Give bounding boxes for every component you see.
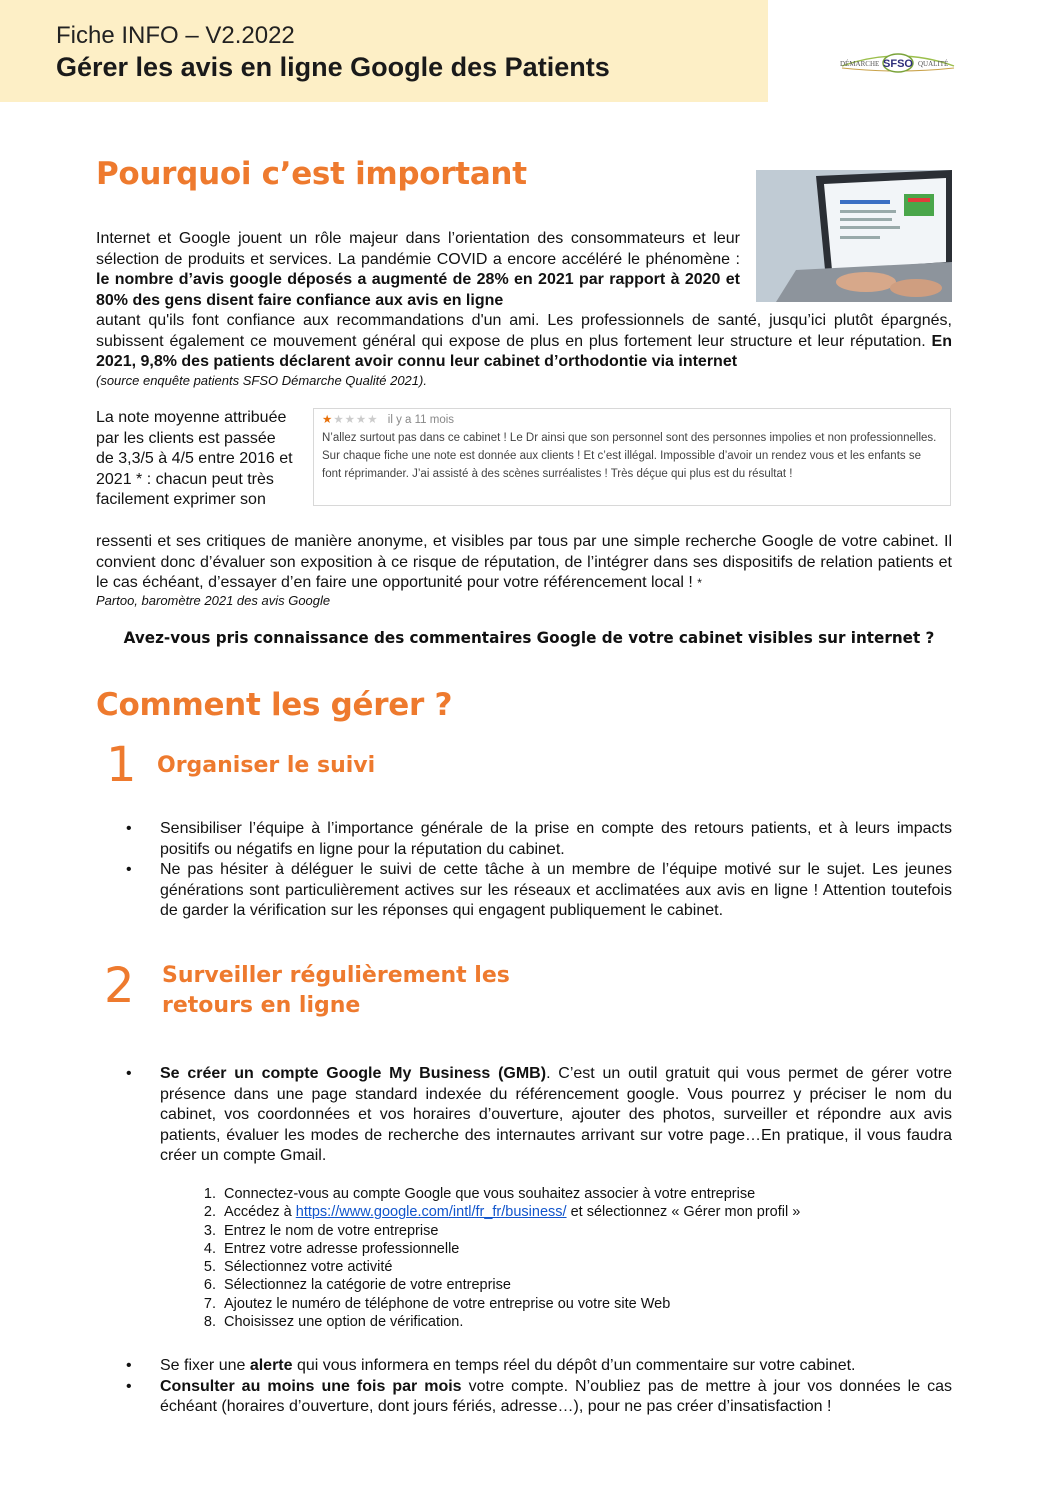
sfso-logo bbox=[838, 44, 958, 80]
source-note-survey: (source enquête patients SFSO Démarche Qualité 2021). bbox=[96, 373, 427, 388]
step-title-1: Organiser le suivi bbox=[157, 753, 376, 778]
list-item: • Sensibiliser l’équipe à l’importance générale de la prise en compte des retours patients, et à leurs impacts positifs ou négatifs en ligne pour la réputation du cabinet. bbox=[96, 819, 952, 860]
svg-text:QUALITÉ: QUALITÉ bbox=[918, 60, 949, 68]
list-item: 3. Entrez le nom de votre entreprise bbox=[203, 1222, 439, 1239]
list-item: 4. Entrez votre adresse professionnelle bbox=[203, 1240, 460, 1257]
step1-bullets bbox=[96, 819, 952, 922]
rating-paragraph-left: La note moyenne attribuée par les clients est passée de 3,3/5 à 4/5 entre 2016 et 2021 * : chacun peut très facilement exprimer son bbox=[96, 409, 293, 508]
step2-bullets-monitoring bbox=[96, 1356, 952, 1418]
gmb-steps-list bbox=[192, 1185, 912, 1331]
key-question: Avez-vous pris connaissance des commentaires Google de votre cabinet visibles sur internet ? bbox=[123, 628, 935, 647]
section-heading-how: Comment les gérer ? bbox=[96, 687, 453, 723]
doc-version: Fiche INFO – V2.2022 bbox=[56, 22, 295, 49]
section-heading-why: Pourquoi c’est important bbox=[96, 156, 527, 192]
list-item: 1. Connectez-vous au compte Google que vous souhaitez associer à votre entreprise bbox=[203, 1186, 756, 1202]
google-business-link[interactable]: https://www.google.com/intl/fr_fr/business/ bbox=[295, 1204, 567, 1221]
step-number-2: 2 bbox=[104, 958, 135, 1014]
intro-paragraph-bottom: autant qu'ils font confiance aux recommandations d'un ami. Les professionnels de santé, jusqu’ici plutôt épargnés, subissent également ce mouvement général qui expose de plus en plus fortement leur structure et leur réputation. En 2021, 9,8% des patients déclarent avoir connu leur cabinet d’orthodontie via internet bbox=[96, 312, 952, 370]
rating-paragraph-continued: ressenti et ses critiques de manière anonyme, et visibles par tous par une simple recherche Google de votre cabinet. Il convient donc d’évaluer son exposition à ce risque de réputation, de l’intégrer dans ses dispositifs de relation patients et le cas échéant, d’essayer d’en faire une opportunité pour votre référencement local ! * bbox=[96, 533, 952, 591]
svg-text:DÉMARCHE: DÉMARCHE bbox=[840, 60, 880, 68]
review-date: il y a 11 mois bbox=[387, 414, 455, 426]
list-item: • Se créer un compte Google My Business (GMB). C’est un outil gratuit qui vous permet de gérer votre présence dans une page standard indexée du référencement google. Vous pourrez y préciser le nom du cabinet, vos coordonnées et vos horaires d’ouverture, ajouter des photos, surveiller et répondre aux avis patients, évaluer les modes de recherche des internautes arrivant sur votre page…En pratique, il vous faudra créer un compte Gmail. bbox=[96, 1064, 952, 1167]
list-item: • Ne pas hésiter à déléguer le suivi de cette tâche à un membre de l’équipe motivé sur le sujet. Les jeunes générations sont particulièrement actives sur les réseaux et acclimatées aux avis en ligne ! Attention toutefois de garder la vérification sur les réponses qui engagent publiquement le cabinet. bbox=[96, 860, 952, 922]
google-review-card bbox=[313, 408, 951, 506]
page-title: Gérer les avis en ligne Google des Patients bbox=[56, 52, 610, 82]
source-note-partoo: Partoo, baromètre 2021 des avis Google bbox=[96, 593, 331, 608]
list-item: • Consulter au moins une fois par mois votre compte. N’oubliez pas de mettre à jour vos données le cas échéant (horaires d’ouverture, dont jours fériés, adresse…), pour ne pas créer d’insatisfaction ! bbox=[96, 1377, 952, 1418]
review-text: N’allez surtout pas dans ce cabinet ! Le Dr ainsi que son personnel sont des personnes impolies et non professionnelles. Sur chaque fiche une note est donnée aux clients ! Et c’est illégal. Impossible d’avoir un rendez vous et les enfants se font réprimander. J’ai assisté à des scènes surréalistes ! Très déçue qui plus est du résultat ! bbox=[322, 432, 937, 480]
step2-bullet-gmb bbox=[96, 1064, 952, 1167]
list-item: 6. Sélectionnez la catégorie de votre entreprise bbox=[203, 1277, 511, 1294]
laptop-photo bbox=[756, 170, 952, 302]
review-stars: ★★★★★ bbox=[322, 414, 379, 426]
list-item: 2. Accédez à https://www.google.com/intl/fr_fr/business/ et sélectionnez « Gérer mon profil » bbox=[203, 1204, 801, 1221]
step-title-2: Surveiller régulièrement les retours en ligne bbox=[162, 963, 510, 1018]
list-item: 5. Sélectionnez votre activité bbox=[203, 1259, 393, 1276]
list-item: 7. Ajoutez le numéro de téléphone de votre entreprise ou votre site Web bbox=[203, 1295, 671, 1312]
svg-text:SFSO: SFSO bbox=[883, 58, 913, 70]
intro-paragraph-top: Internet et Google jouent un rôle majeur dans l’orientation des consommateurs et leur sélection de produits et services. La pandémie COVID a encore accéléré le phénomène : le nombre d’avis google déposés a augmenté de 28% en 2021 par rapport à 2020 et 80% des gens disent faire confiance aux avis en ligne bbox=[96, 230, 740, 309]
header-band bbox=[0, 0, 768, 102]
list-item: • Se fixer une alerte qui vous informera en temps réel du dépôt d’un commentaire sur votre cabinet. bbox=[96, 1356, 952, 1377]
step-number-1: 1 bbox=[106, 737, 137, 793]
list-item: 8. Choisissez une option de vérification. bbox=[203, 1314, 464, 1331]
